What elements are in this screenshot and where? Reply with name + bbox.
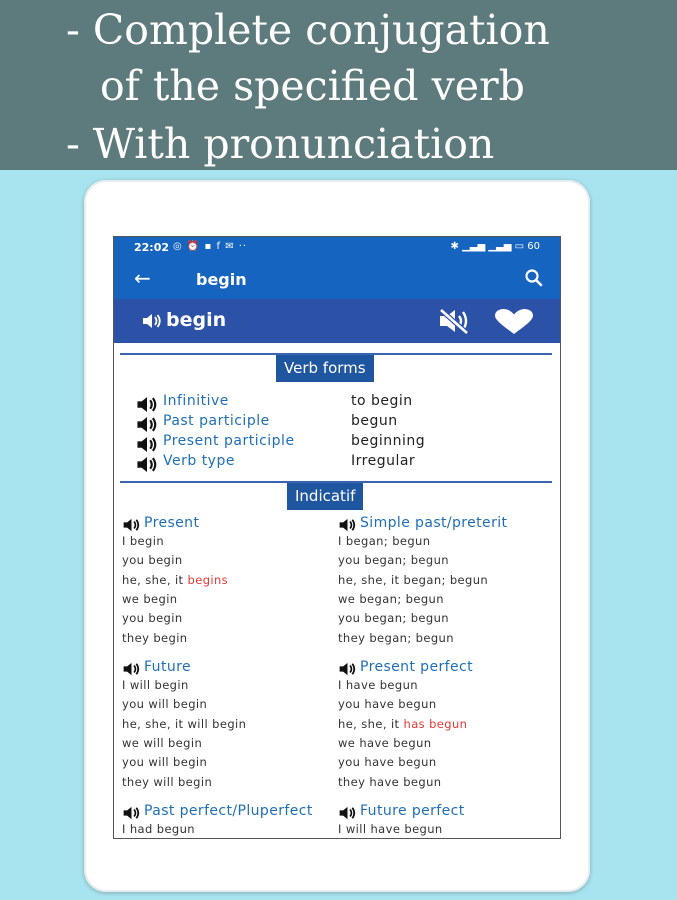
back-arrow-icon[interactable]: ←: [134, 266, 151, 290]
tense-block: [338, 659, 554, 794]
bluetooth-icon: ✱: [450, 241, 459, 252]
conjugation-text: I began; begun: [338, 534, 431, 548]
conjugation-text: you began; begun: [338, 611, 449, 626]
conjugation-line: [122, 553, 183, 567]
verb-form-value: to begin: [351, 393, 413, 409]
status-bar: [114, 237, 560, 259]
verb-forms-title: Verb forms: [276, 355, 374, 382]
conjugation-text: we will begin: [122, 735, 203, 750]
verb-form-value: Irregular: [351, 453, 416, 469]
conjugation-line: [122, 755, 207, 769]
tense-name: Past perfect/Pluperfect: [144, 803, 313, 819]
speaker-icon[interactable]: [122, 662, 141, 676]
conjugation-line: [122, 678, 189, 692]
speaker-icon[interactable]: [136, 436, 158, 453]
conjugation-text: you will begin: [122, 755, 208, 770]
conjugation-text: I will begin: [122, 678, 189, 692]
conjugation-text: you have begun: [338, 755, 437, 770]
app-bar: [114, 259, 560, 299]
verb-form-value: beginning: [351, 433, 426, 449]
verb-form-row: [136, 393, 536, 413]
conjugation-line: [338, 553, 449, 567]
speaker-icon[interactable]: [338, 806, 357, 820]
verb-form-row: [136, 413, 536, 433]
conjugation-line: [338, 573, 488, 587]
conjugation-line: [338, 631, 454, 645]
speaker-icon[interactable]: [122, 806, 141, 820]
verb-form-value: begun: [351, 413, 398, 429]
tense-block: [338, 803, 554, 839]
conjugation-text: you begin: [122, 553, 183, 568]
conjugation-text: he, she, it will begin: [122, 716, 247, 731]
verb-form-label: Infinitive: [163, 393, 229, 409]
conjugation-content: [114, 343, 560, 839]
tense-block: [338, 515, 554, 650]
conjugation-line: [338, 717, 467, 731]
speaker-icon[interactable]: [136, 456, 158, 473]
signal-icon: ▁▃▅: [462, 241, 486, 252]
verb-form-row: [136, 453, 536, 473]
status-time: 22:02: [134, 241, 170, 254]
conjugation-line: [122, 822, 195, 836]
conjugation-line: [122, 775, 212, 789]
tense-name: Future: [144, 659, 191, 675]
conjugation-line: [338, 775, 441, 789]
tense-block: [122, 515, 338, 650]
status-right: [451, 241, 540, 252]
search-icon[interactable]: [524, 268, 544, 288]
conjugation-text: we began; begun: [338, 591, 444, 606]
conjugation-text: I had begun: [122, 822, 195, 836]
conjugation-line: [338, 697, 437, 711]
conjugation-line: [122, 631, 188, 645]
conjugation-text: they began; begun: [338, 630, 454, 645]
battery-level: 60: [527, 241, 540, 252]
conjugation-text: you began; begun: [338, 553, 449, 568]
conjugation-line: [338, 592, 444, 606]
tense-name: Simple past/preterit: [360, 515, 508, 531]
conjugation-text: they will begin: [122, 774, 213, 789]
conjugation-text: you will begin: [122, 697, 208, 712]
tense-block: [122, 659, 338, 794]
conjugation-text: I have begun: [338, 678, 418, 692]
favorite-heart-icon[interactable]: [494, 309, 534, 335]
conjugation-line: [122, 736, 202, 750]
conjugation-text: he, she, it: [122, 572, 188, 587]
banner-line-2: of the specified verb: [100, 62, 525, 110]
conjugation-text: I begin: [122, 534, 165, 548]
conjugation-line: [122, 592, 178, 606]
verb-form-label: Verb type: [163, 453, 235, 469]
conjugation-text: he, she, it: [338, 716, 404, 731]
app-title: begin: [196, 270, 247, 289]
irregular-form-highlight: begins: [187, 572, 229, 587]
conjugation-text: you begin: [122, 611, 183, 626]
signal-icon-2: ▁▃▅: [488, 241, 512, 252]
conjugation-text: we begin: [122, 591, 178, 606]
notification-icons: ◎ ⏰ ▪ f ✉ ··: [173, 241, 248, 252]
conjugation-line: [122, 534, 164, 548]
tense-block: [122, 803, 338, 839]
conjugation-text: we have begun: [338, 735, 432, 750]
promo-banner: [0, 0, 677, 170]
speaker-icon[interactable]: [338, 662, 357, 676]
conjugation-line: [122, 573, 228, 587]
tense-name: Present: [144, 515, 200, 531]
banner-line-1: - Complete conjugation: [66, 6, 550, 54]
conjugation-line: [122, 697, 207, 711]
conjugation-text: I will have begun: [338, 822, 443, 836]
conjugation-line: [338, 755, 437, 769]
conjugation-line: [338, 534, 430, 548]
speaker-icon[interactable]: [136, 396, 158, 413]
verb-form-row: [136, 433, 536, 453]
tense-name: Present perfect: [360, 659, 473, 675]
conjugation-text: they begin: [122, 630, 188, 645]
conjugation-line: [338, 678, 418, 692]
battery-icon: ▭: [514, 241, 525, 252]
conjugation-line: [338, 822, 443, 836]
indicatif-title: Indicatif: [287, 483, 363, 510]
verb-form-label: Present participle: [163, 433, 295, 449]
word-header: [114, 299, 560, 343]
conjugation-text: they have begun: [338, 774, 442, 789]
conjugation-line: [338, 611, 449, 625]
conjugation-line: [338, 736, 431, 750]
irregular-form-highlight: has begun: [403, 716, 468, 731]
conjugation-line: [122, 611, 183, 625]
conjugation-text: you have begun: [338, 697, 437, 712]
speaker-icon[interactable]: [136, 416, 158, 433]
conjugation-text: he, she, it began; begun: [338, 572, 489, 587]
speaker-icon[interactable]: [338, 518, 357, 532]
conjugation-line: [122, 717, 246, 731]
tense-name: Future perfect: [360, 803, 465, 819]
mute-speaker-icon[interactable]: [437, 308, 475, 334]
app-screen: [113, 236, 561, 839]
banner-line-3: - With pronunciation: [66, 120, 495, 168]
speaker-icon[interactable]: [142, 313, 162, 329]
word-title: begin: [166, 309, 227, 331]
speaker-icon[interactable]: [122, 518, 141, 532]
verb-form-label: Past participle: [163, 413, 270, 429]
